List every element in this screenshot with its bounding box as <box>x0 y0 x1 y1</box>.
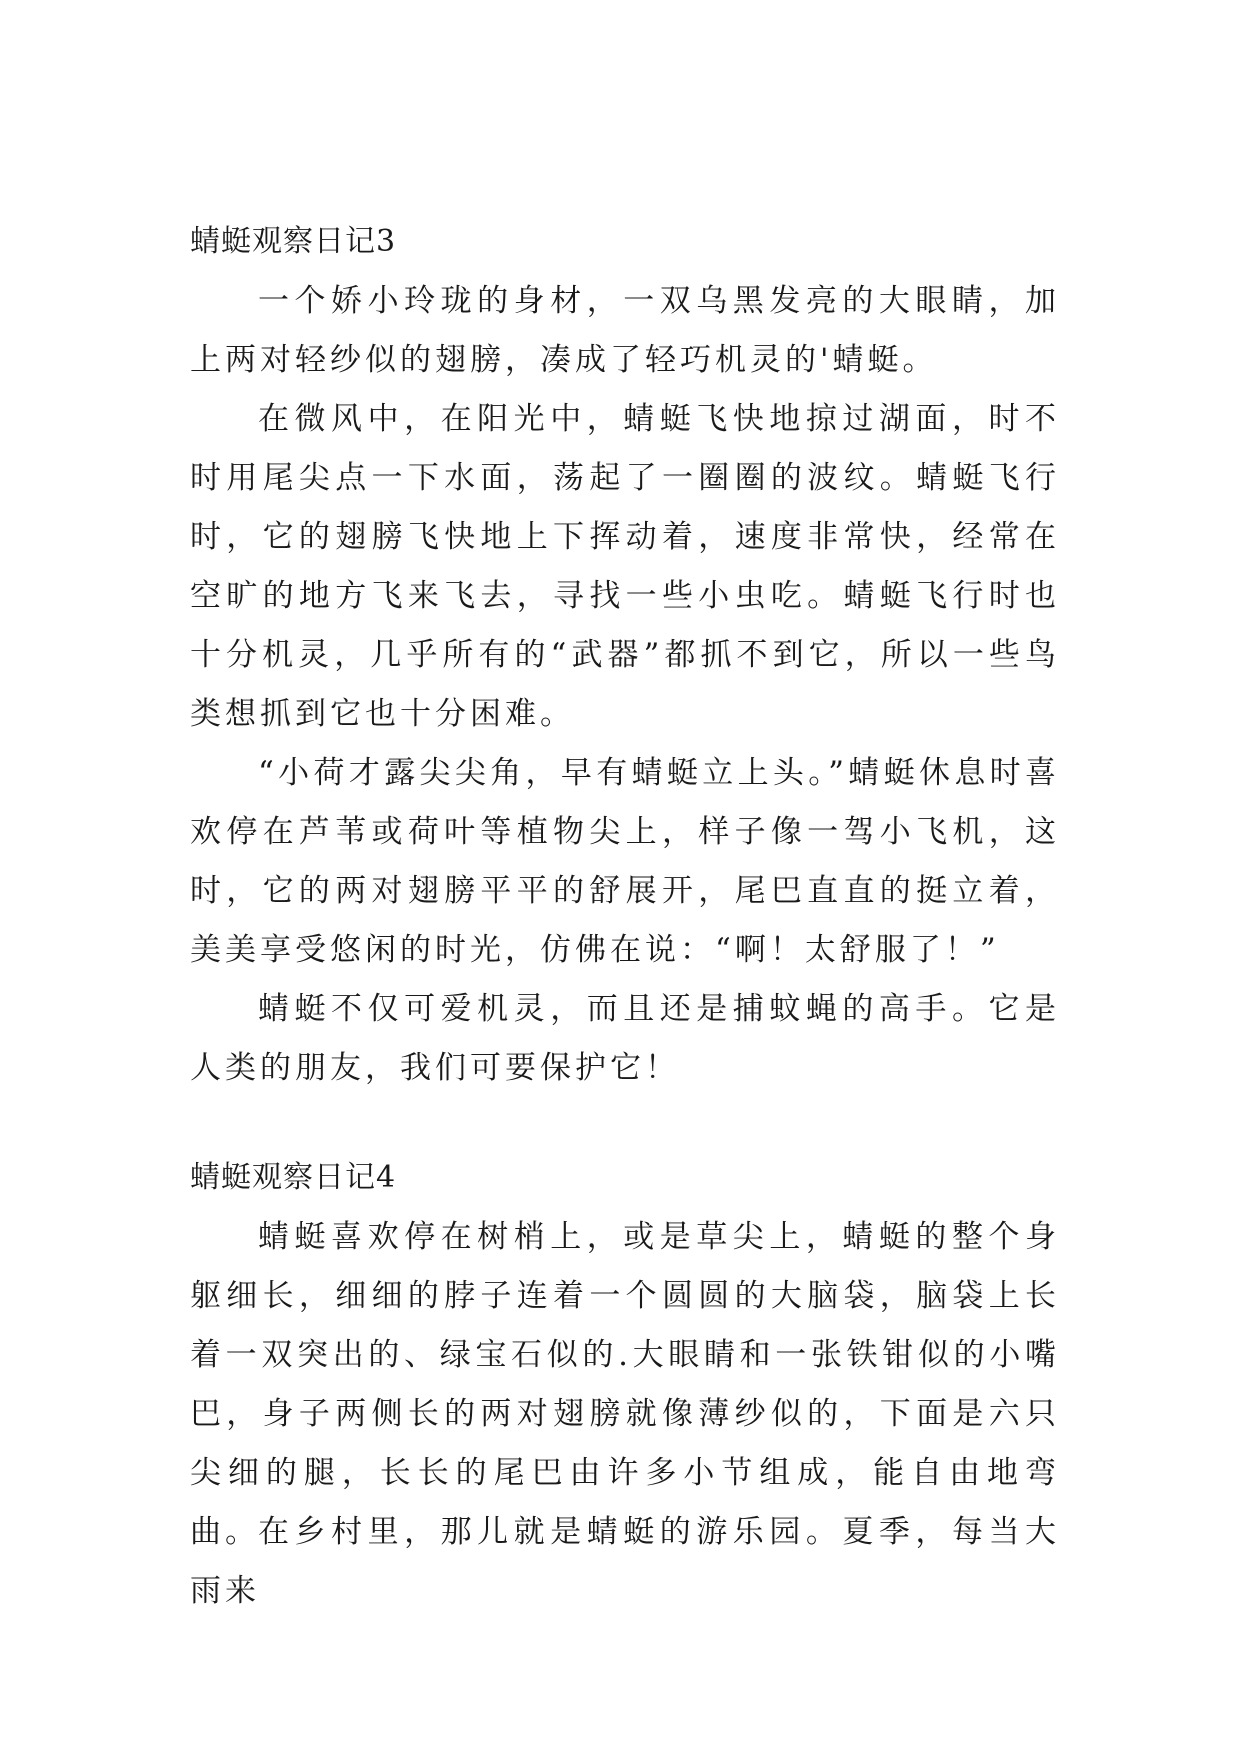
paragraph-intro: 一个娇小玲珑的身材，一双乌黑发亮的大眼睛，加上两对轻纱似的翅膀，凑成了轻巧机灵的'蜻蜓。 <box>190 283 1060 378</box>
paragraph-village: 在乡村里，那儿就是蜻蜓的游乐园。夏季，每当大雨来 <box>190 1514 1060 1609</box>
section-title-diary-4: 蜻蜓观察日记4 <box>190 1160 397 1195</box>
paragraph-appearance: 蜻蜓喜欢停在树梢上，或是草尖上，蜻蜓的整个身躯细长，细细的脖子连着一个圆圆的大脑袋，脑袋上长着一双突出的、绿宝石似的.大眼睛和一张铁钳似的小嘴巴，身子两侧长的两对翅膀就像薄纱似的，下面是六只尖细的腿，长长的尾巴由许多小节组成，能自由地弯曲。 <box>190 1219 1060 1550</box>
section-title-diary-3: 蜻蜓观察日记3 <box>190 224 397 259</box>
paragraph-conclusion: 蜻蜓不仅可爱机灵，而且还是捕蚊蝇的高手。它是人类的朋友，我们可要保护它！ <box>190 991 1060 1086</box>
paragraph-resting: “小荷才露尖尖角，早有蜻蜓立上头。”蜻蜓休息时喜欢停在芦苇或荷叶等植物尖上，样子像一驾小飞机，这时，它的两对翅膀平平的舒展开，尾巴直直的挺立着，美美享受悠闲的时光，仿佛在说：“啊！太舒服了！” <box>190 755 1060 968</box>
paragraph-flying: 在微风中，在阳光中，蜻蜓飞快地掠过湖面，时不时用尾尖点一下水面，荡起了一圈圈的波纹。蜻蜓飞行时，它的翅膀飞快地上下挥动着，速度非常快，经常在空旷的地方飞来飞去，寻找一些小虫吃。蜻蜓飞行时也十分机灵，几乎所有的“武器”都抓不到它，所以一些鸟类想抓到它也十分困难。 <box>190 401 1060 732</box>
